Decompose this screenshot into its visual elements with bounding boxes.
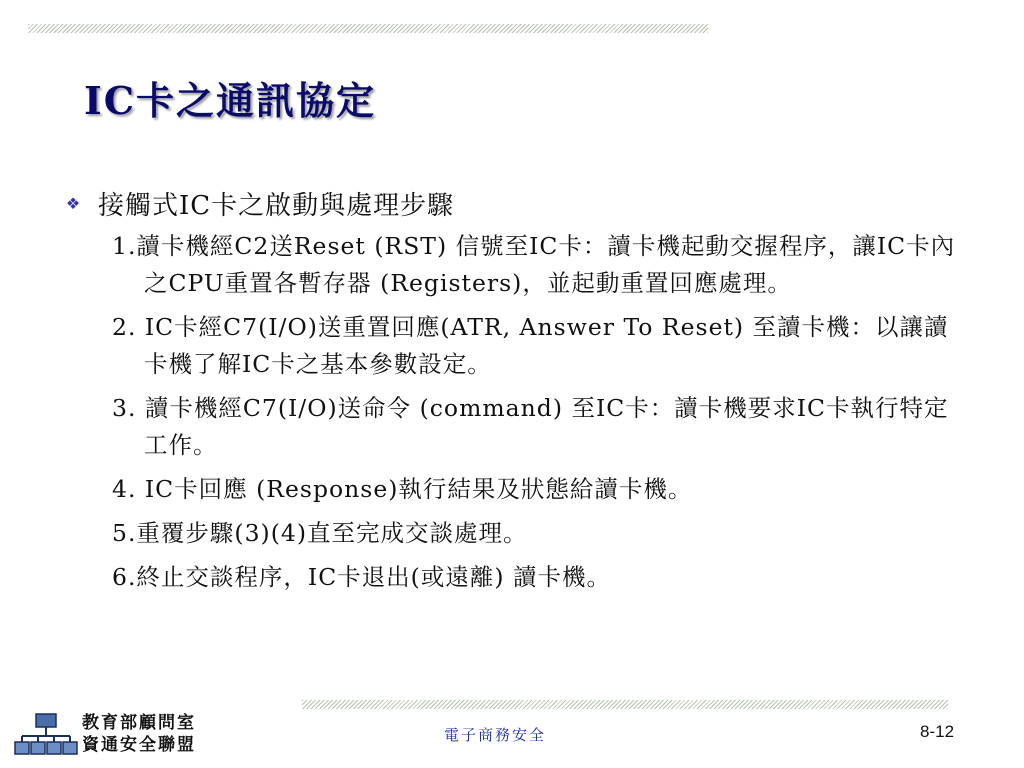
step-item: 2. IC卡經C7(I/O)送重置回應(ATR, Answer To Reset) 至讀卡機：以讓讀卡機了解IC卡之基本參數設定。 — [112, 313, 949, 378]
diamond-bullet-icon: ❖ — [65, 194, 81, 213]
page-number: 8-12 — [920, 722, 955, 741]
course-title: 電子商務安全 — [444, 726, 547, 744]
main-bullet — [62, 185, 454, 222]
org-line-2: 資通安全聯盟 — [82, 735, 196, 755]
step-item: 1.讀卡機經C2送Reset (RST) 信號至IC卡：讀卡機起動交握程序，讓IC卡內之CPU重置各暫存器 (Registers)，並起動重置回應處理。 — [112, 232, 956, 297]
step-list — [112, 228, 972, 603]
org-line-1: 教育部顧問室 — [82, 713, 196, 733]
step-item: 3. 讀卡機經C7(I/O)送命令 (command) 至IC卡：讀卡機要求IC卡執行特定工作。 — [112, 394, 949, 459]
top-decorative-stripe — [28, 24, 708, 33]
slide-title: IC卡之通訊協定 — [84, 78, 377, 123]
bottom-decorative-stripe — [302, 700, 948, 709]
step-item: 6.終止交談程序，IC卡退出(或遠離) 讀卡機。 — [112, 563, 611, 591]
network-tree-logo-icon — [14, 712, 80, 758]
step-item: 5.重覆步驟(3)(4)直至完成交談處理。 — [112, 519, 528, 547]
organization-name — [82, 712, 196, 756]
step-item: 4. IC卡回應 (Response)執行結果及狀態給讀卡機。 — [112, 475, 693, 503]
bullet-text: 接觸式IC卡之啟動與處理步驟 — [98, 191, 455, 221]
